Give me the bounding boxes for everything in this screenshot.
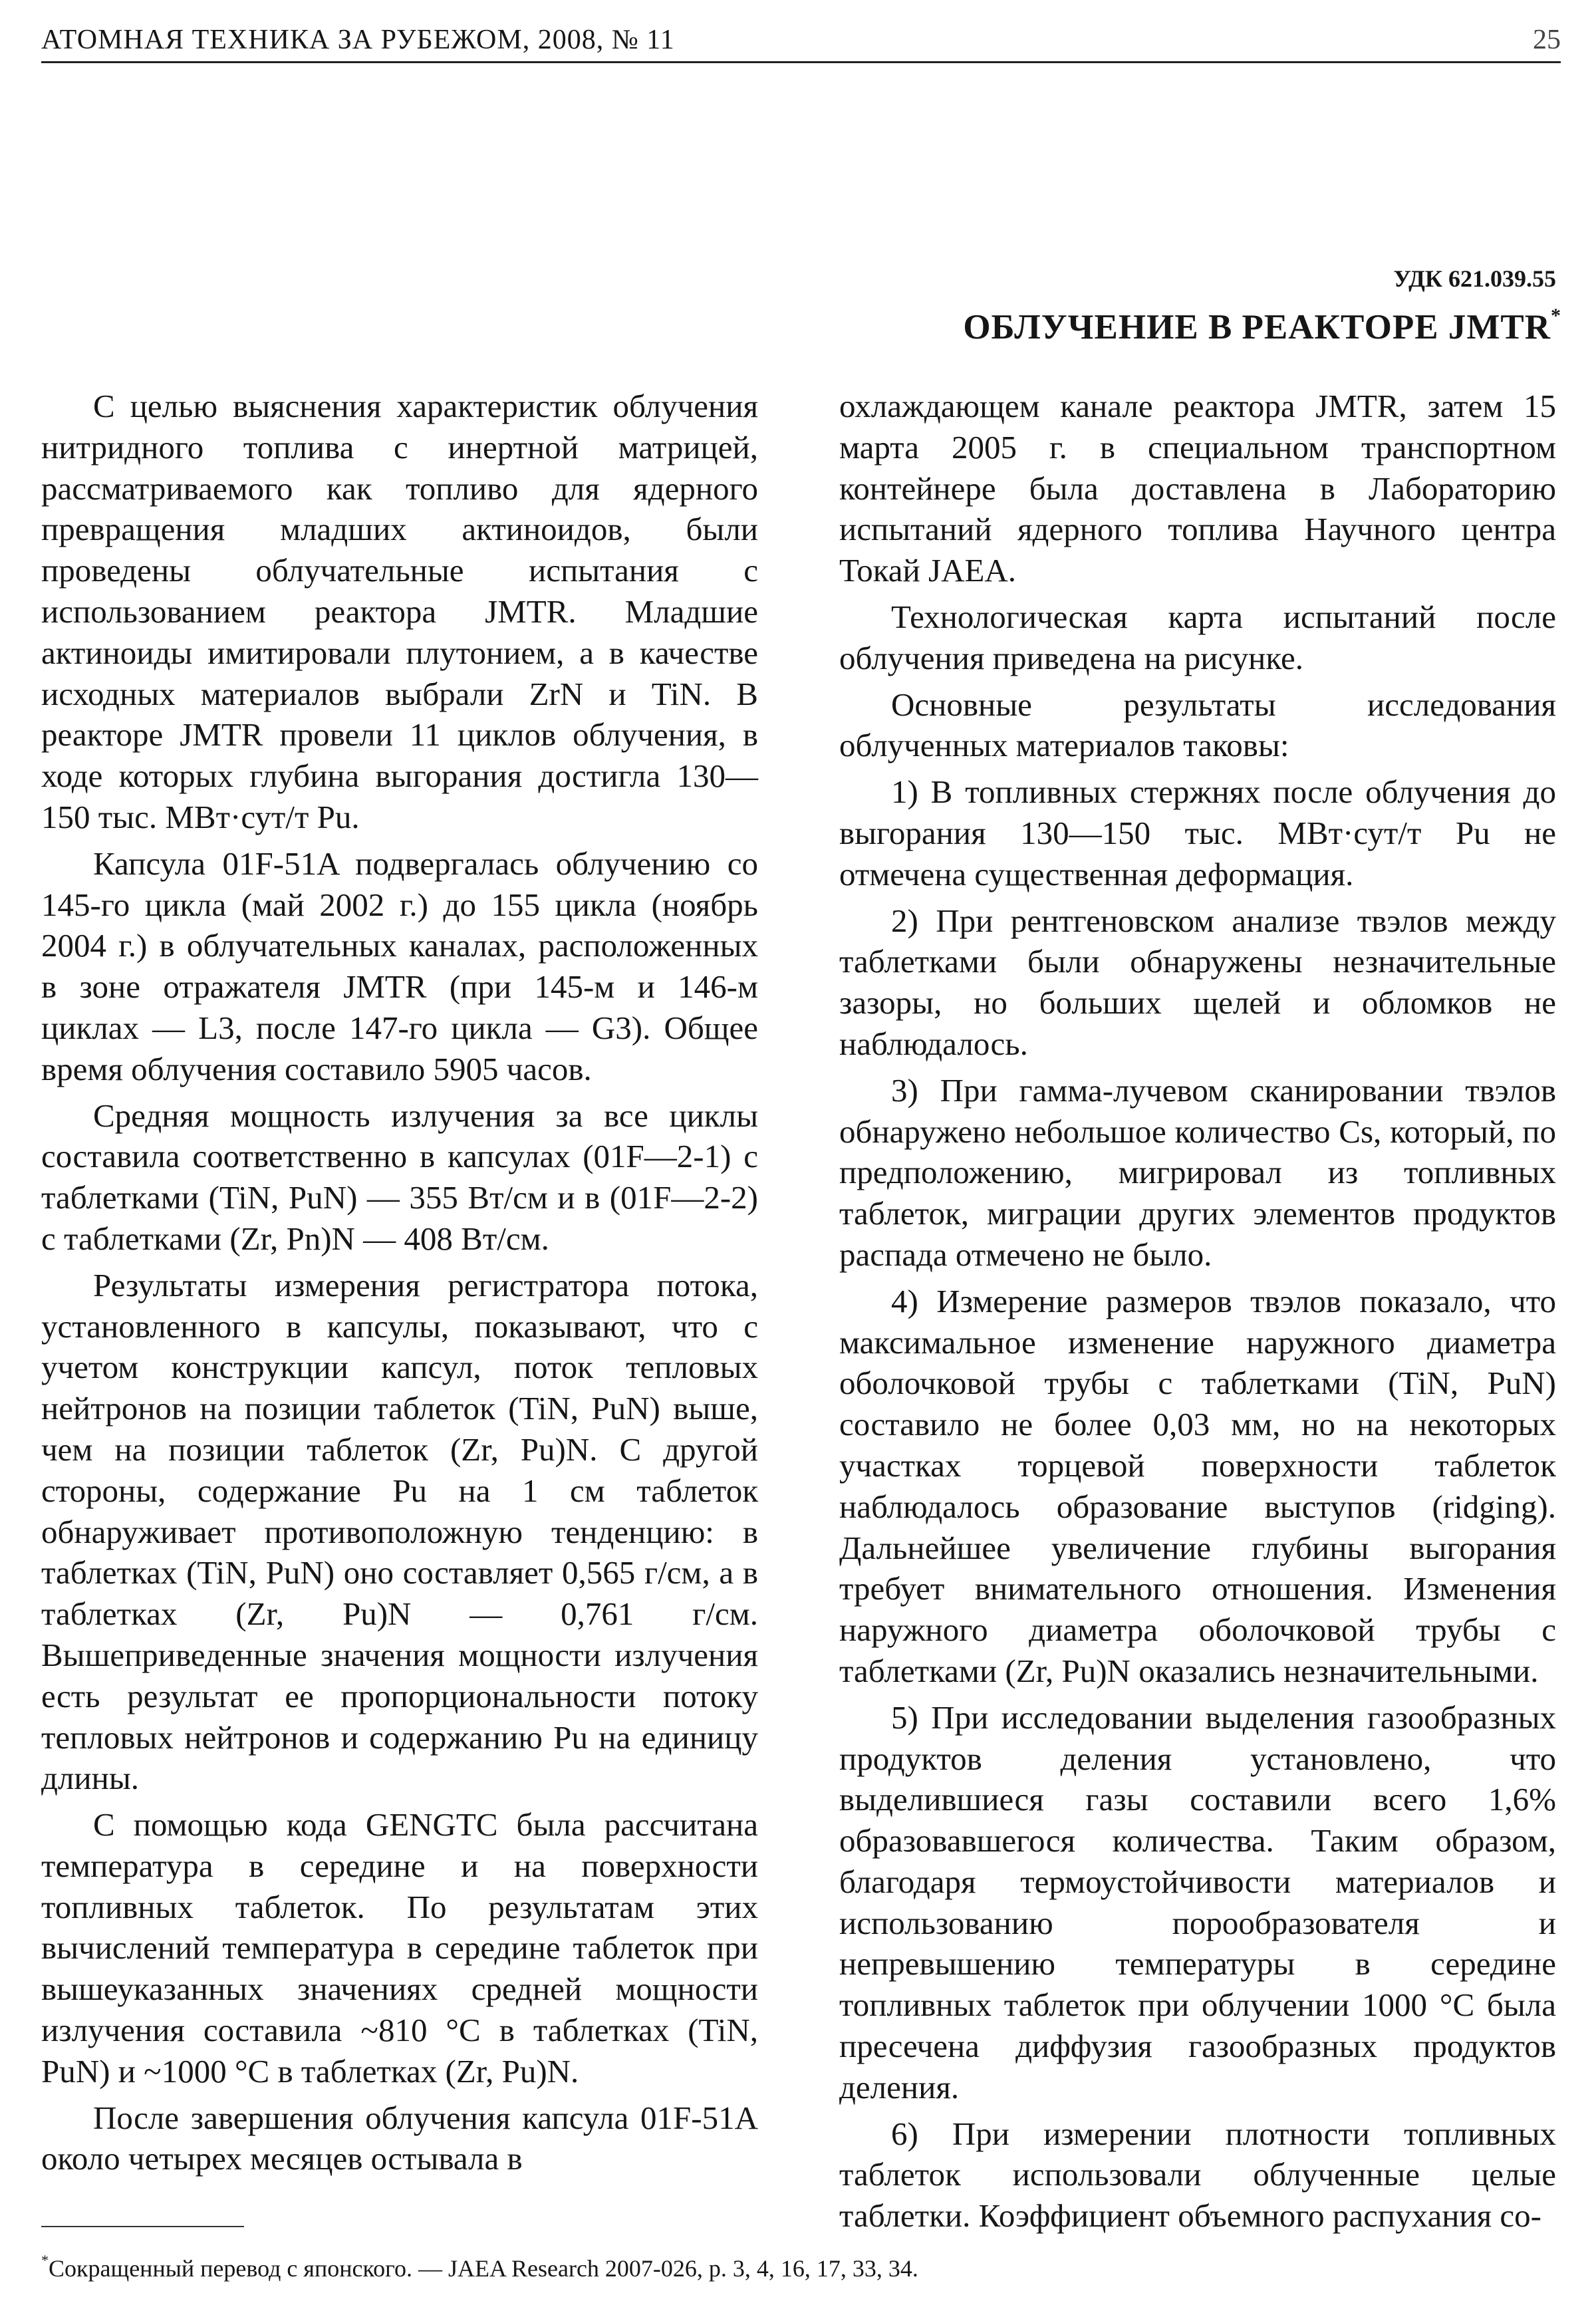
article-title xyxy=(963,307,1561,347)
list-item: 2) При рентгеновском анализе твэлов между таблетками были обнаружены незначительные зазоры, но больших щелей и обломков не наблюдалось. xyxy=(839,902,1556,1062)
footnote-mark: * xyxy=(41,2252,49,2268)
paragraph: С помощью кода GENGTC была рассчитана температура в середине и на поверхности топливных таблеток. По результатам этих вычислений температура в середине таблеток при вышеуказанных значениях средней мощности излучения составила ~810 °С в таблетках (TiN, PuN) и ~1000 °С в таблетках (Zr, Pu)N. xyxy=(41,1806,758,2090)
paragraph: Технологическая карта испытаний после облучения приведена на рисунке. xyxy=(839,598,1556,676)
paragraph: Капсула 01F-51A подвергалась облучению со 145-го цикла (май 2002 г.) до 155 цикла (ноябрь 2004 г.) в облучательных каналах, расположенных в зоне отражателя JMTR (при 145-м и 146-м циклах — L3, после 147-го цикла — G3). Общее время облучения составило 5905 часов. xyxy=(41,845,758,1087)
list-item: 1) В топливных стержнях после облучения до выгорания 130—150 тыс. МВт·сут/т Pu не отмечена существенная деформация. xyxy=(839,773,1556,892)
left-column xyxy=(41,386,758,2185)
title-footnote-mark: * xyxy=(1551,305,1561,327)
paragraph-continuation: охлаждающем канале реактора JMTR, затем 15 марта 2005 г. в специальном транспортном контейнере была доставлена в Лабораторию испытаний ядерного топлива Научного центра Токай JAEA. xyxy=(839,388,1556,589)
page-number: 25 xyxy=(1533,25,1561,55)
paragraph: Средняя мощность излучения за все циклы составила соответственно в капсулах (01F—2-1) с таблетками (TiN, PuN) — 355 Вт/см и в (01F—2-2) с таблетками (Zr, Pn)N — 408 Вт/см. xyxy=(41,1097,758,1257)
udc-code: УДК 621.039.55 xyxy=(1393,265,1556,292)
list-item: 3) При гамма-лучевом сканировании твэлов обнаружено небольшое количество Cs, который, по предположению, мигрировал из топливных таблеток, миграции других элементов продуктов распада отмечено не было. xyxy=(839,1071,1556,1273)
list-item: 6) При измерении плотности топливных таблеток использовали облученные целые таблетки. Коэффициент объемного распухания со- xyxy=(839,2115,1556,2235)
journal-title: АТОМНАЯ ТЕХНИКА ЗА РУБЕЖОМ, 2008, № 11 xyxy=(41,25,675,55)
paragraph: Результаты измерения регистратора потока, установленного в капсулы, показывают, что с учетом конструкции капсул, поток тепловых нейтронов на позиции таблеток (TiN, PuN) выше, чем на позиции таблеток (Zr, Pu)N. С другой стороны, содержание Pu на 1 см таблеток обнаруживает противоположную тенденцию: в таблетках (TiN, PuN) оно составляет 0,565 г/см, а в таблетках (Zr, Pu)N — 0,761 г/см. Вышеприведенные значения мощности излучения есть результат ее пропорциональности потоку тепловых нейтронов и содержанию Pu на единицу длины. xyxy=(41,1266,758,1797)
running-header xyxy=(41,19,1561,63)
footnote-divider xyxy=(41,2226,244,2227)
footnote-text: Сокращенный перевод с японского. — JAEA Research 2007-026, p. 3, 4, 16, 17, 33, 34. xyxy=(49,2255,918,2282)
list-item: 5) При исследовании выделения газообразных продуктов деления установлено, что выделившиеся газы составили всего 1,6% образовавшегося количества. Таким образом, благодаря термоустойчивости материалов и использованию порообразователя и непревышению температуры в середине топливных таблеток при облучении 1000 °С была пресечена диффузия газообразных продуктов деления. xyxy=(839,1699,1556,2106)
paragraph: После завершения облучения капсула 01F-51A около четырех месяцев остывала в xyxy=(41,2099,758,2177)
list-item: 4) Измерение размеров твэлов показало, что максимальное изменение наружного диаметра оболочковой трубы с таблетками (TiN, PuN) составило не более 0,03 мм, но на некоторых участках торцевой поверхности таблеток наблюдалось образование выступов (ridging). Дальнейшее увеличение глубины выгорания требует внимательного отношения. Изменения наружного диаметра оболочковой трубы с таблетками (Zr, Pu)N оказались незначительными. xyxy=(839,1282,1556,1689)
footnote xyxy=(41,2254,918,2282)
right-column xyxy=(839,386,1556,2242)
paragraph: Основные результаты исследования облученных материалов таковы: xyxy=(839,686,1556,764)
article-title-text: ОБЛУЧЕНИЕ В РЕАКТОРЕ JMTR xyxy=(963,308,1551,346)
paragraph: С целью выяснения характеристик облучения нитридного топлива с инертной матрицей, рассматриваемого как топливо для ядерного превращения младших актиноидов, были проведены облучательные испытания с использованием реактора JMTR. Младшие актиноиды имитировали плутонием, а в качестве исходных материалов выбрали ZrN и TiN. В реакторе JMTR провели 11 циклов облучения, в ходе которых глубина выгорания достигла 130—150 тыс. МВт·сут/т Pu. xyxy=(41,388,758,835)
